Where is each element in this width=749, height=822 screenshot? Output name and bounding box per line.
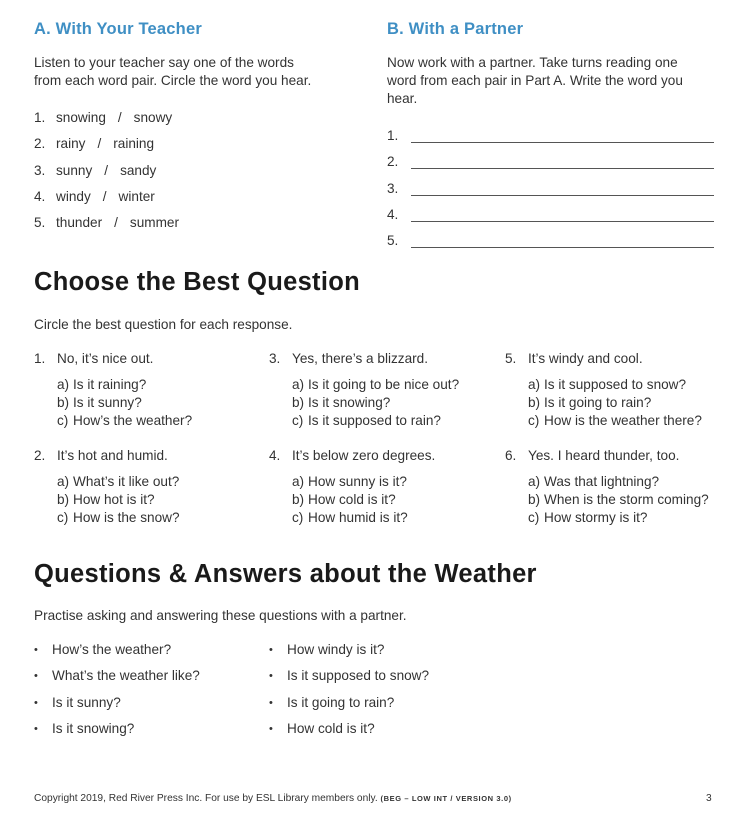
answer-blank-list [387,128,714,259]
word-option[interactable]: winter [118,188,155,204]
footer-copyright: Copyright 2019, Red River Press Inc. For use by ESL Library members only. (BEG – LOW INT / VERSION 3.0) [34,793,512,804]
section-a [34,20,364,241]
word-option[interactable]: rainy [56,136,86,152]
section-b-instructions: Now work with a partner. Take turns reading one word from each pair in Part A. Write the word you hear. [387,55,683,106]
word-option[interactable]: sunny [56,162,93,178]
qa-heading: Questions & Answers about the Weather [34,560,537,588]
word-option[interactable]: thunder [56,215,103,231]
section-b-heading: B. With a Partner [387,20,524,38]
question-item-5: 5. It’s windy and cool. a) Is it supposed to snow? b) Is it going to rain? c) How is the weather there? [505,351,735,430]
choose-heading: Choose the Best Question [34,268,360,296]
list-item: • How windy is it? [269,642,385,657]
qa-list-left [34,642,254,747]
question-item-3: 3. Yes, there’s a blizzard. a) Is it going to be nice out? b) Is it snowing? c) Is it supposed to rain? [269,351,479,430]
list-item: • Is it snowing? [34,720,135,736]
response-text: It’s below zero degrees. [292,448,436,463]
answer-option[interactable]: a) Is it raining? [57,377,147,392]
answer-option[interactable]: c) How is the snow? [57,509,180,525]
answer-blank[interactable]: 5. [387,233,714,259]
word-pair-list [34,110,364,241]
answer-option[interactable]: b) How cold is it? [292,491,396,507]
answer-option[interactable]: b) Is it going to rain? [528,394,652,410]
answer-option[interactable]: c) How is the weather there? [528,412,702,428]
question-item-6: 6. Yes. I heard thunder, too. a) Was that lightning? b) When is the storm coming? c) How stormy is it? [505,448,735,527]
answer-blank[interactable]: 1. [387,128,714,154]
page-number: 3 [706,793,712,804]
footer-version: (BEG – LOW INT / VERSION 3.0) [380,794,512,803]
word-option[interactable]: summer [129,215,179,231]
list-item: • Is it supposed to snow? [269,668,430,684]
qa-instruction: Practise asking and answering these questions with a partner. [34,608,407,623]
word-option[interactable]: sandy [120,162,157,178]
list-item: • What’s the weather like? [34,668,200,684]
answer-option[interactable]: b) When is the storm coming? [528,491,709,507]
answer-option[interactable]: c) How stormy is it? [528,509,648,525]
answer-option[interactable]: c) Is it supposed to rain? [292,412,441,428]
section-b [387,20,714,259]
answer-blank[interactable]: 3. [387,181,714,207]
answer-option[interactable]: a) Is it supposed to snow? [528,377,687,392]
question-item-4: 4. It’s below zero degrees. a) How sunny is it? b) How cold is it? c) How humid is it? [269,448,479,527]
word-option[interactable]: snowing [56,110,106,125]
word-option[interactable]: snowy [133,110,173,125]
answer-blank[interactable]: 2. [387,154,714,180]
choose-instruction: Circle the best question for each response. [34,317,293,332]
list-item: • Is it going to rain? [269,694,395,710]
answer-option[interactable]: b) How hot is it? [57,491,155,507]
response-text: It’s hot and humid. [57,448,168,463]
word-pair: 3. sunny / sandy [34,163,364,189]
word-pair: 2. rainy / raining [34,136,364,162]
list-item: • Is it sunny? [34,694,121,710]
list-item: • How’s the weather? [34,642,172,657]
word-pair: 4. windy / winter [34,189,364,215]
section-a-heading: A. With Your Teacher [34,20,202,38]
word-option[interactable]: raining [113,136,155,152]
response-text: No, it’s nice out. [57,351,154,366]
section-a-instructions: Listen to your teacher say one of the words from each word pair. Circle the word you hear. [34,55,312,88]
question-item-2: 2. It’s hot and humid. a) What’s it like out? b) How hot is it? c) How is the snow? [34,448,244,527]
answer-blank[interactable]: 4. [387,207,714,233]
list-item: • How cold is it? [269,720,375,736]
response-text: Yes. I heard thunder, too. [528,448,680,463]
answer-option[interactable]: a) What’s it like out? [57,474,180,489]
answer-option[interactable]: c) How’s the weather? [57,412,193,428]
word-option[interactable]: windy [56,188,91,204]
answer-option[interactable]: b) Is it snowing? [292,394,391,410]
answer-option[interactable]: c) How humid is it? [292,509,408,525]
answer-option[interactable]: a) Is it going to be nice out? [292,377,460,392]
answer-option[interactable]: a) How sunny is it? [292,474,407,489]
question-item-1: 1. No, it’s nice out. a) Is it raining? b) Is it sunny? c) How’s the weather? [34,351,244,430]
response-text: Yes, there’s a blizzard. [292,351,429,366]
answer-option[interactable]: a) Was that lightning? [528,474,660,489]
word-pair: 1. snowing / snowy [34,110,364,136]
response-text: It’s windy and cool. [528,351,643,366]
word-pair: 5. thunder / summer [34,215,364,241]
qa-list-right [269,642,509,747]
answer-option[interactable]: b) Is it sunny? [57,394,142,410]
